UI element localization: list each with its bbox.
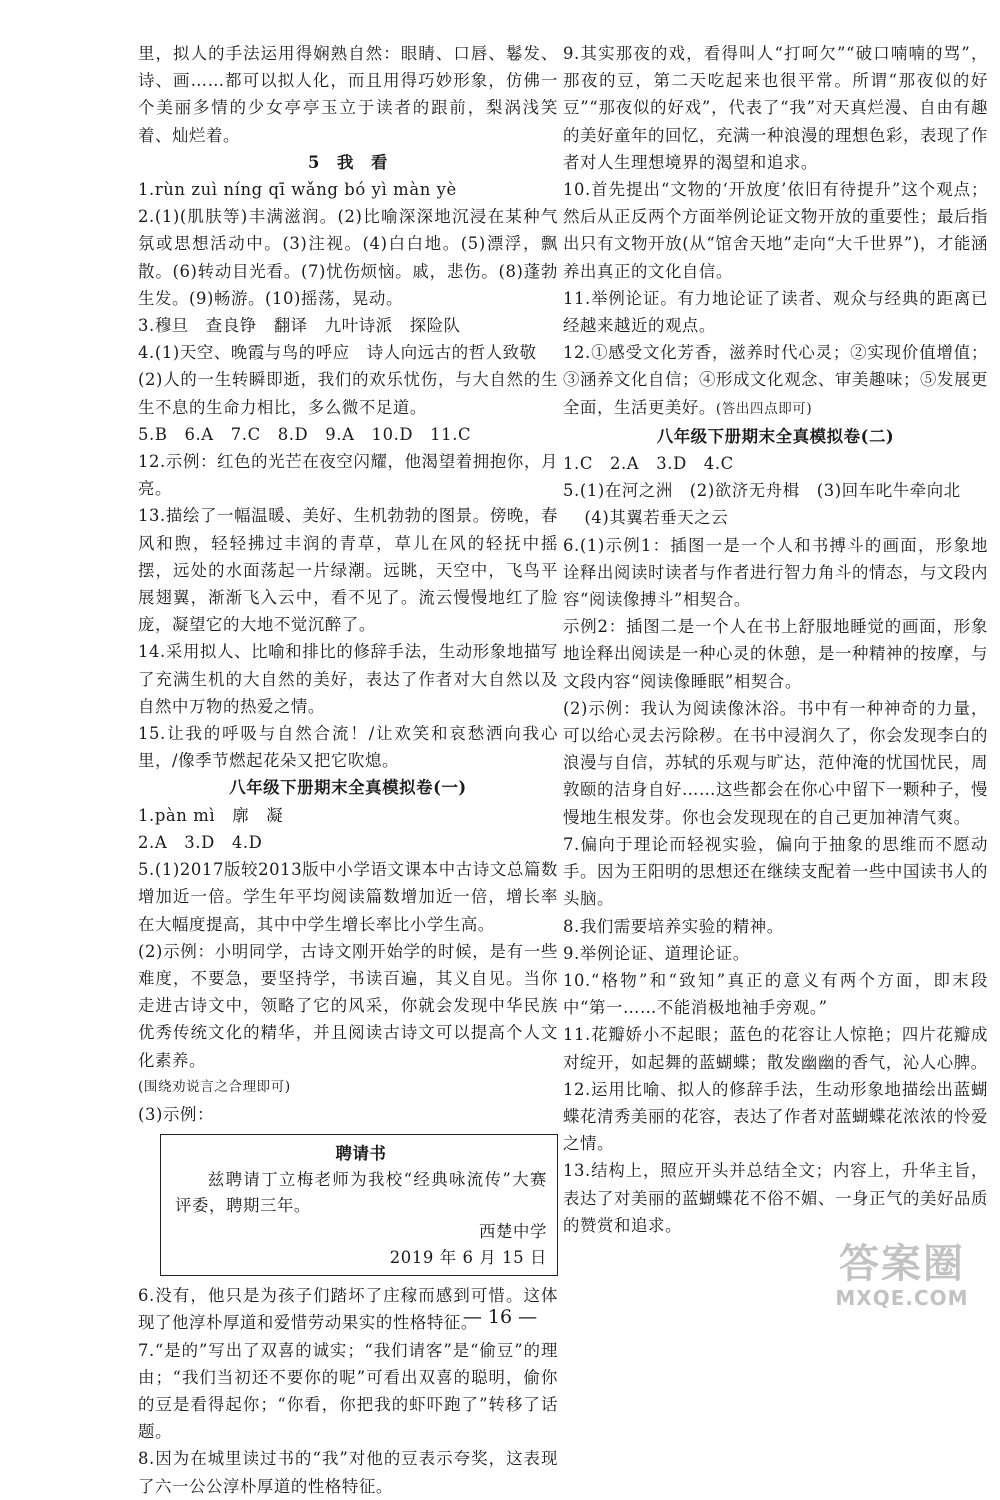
exam2-answer-6c: (2)示例：我认为阅读像沐浴。书中有一种神奇的力量，可以给心灵去污除秽。在书中浸润久了，你会发现李白的浪漫与自信，苏轼的乐观与旷达，范仲淹的忧国忧民，周敦颐的洁身自好……这些都会在你心中留下一颗种子，慢慢地生根发芽。你也会发现现在的自己更加神清气爽。	[563, 698, 988, 827]
watermark-logo-text: 答案圈	[839, 1241, 965, 1287]
exam1-answer-5c: (3)示例：	[138, 1104, 214, 1124]
exam1-answer-12-text: 12.①感受文化芳香，滋养时代心灵；②实现价值增值；③涵养文化自信；④形成文化观念、审美趣味；⑤发展更全面，生活更美好。	[563, 343, 988, 417]
left-column	[138, 40, 558, 1500]
exam2-answer-5b: (4)其翼若垂天之云	[584, 508, 729, 528]
page-number: — 16 —	[462, 1306, 538, 1328]
exam2-answer-5a: 5.(1)在河之洲 (2)欲济无舟楫 (3)回车叱牛牵向北	[563, 481, 961, 501]
exam2-answer-10: 10.“格物”和“致知”真正的意义有两个方面，即末段中“第一……不能消极地袖手旁观。”	[563, 970, 988, 1018]
exam1-answer-12	[563, 339, 988, 423]
exam2-answer-12: 12.运用比喻、拟人的修辞手法，生动形象地描绘出蓝蝴蝶花清秀美丽的花容，表达了作者对蓝蝴蝶花浓浓的怜爱之情。	[563, 1079, 988, 1154]
exam2-answer-13: 13.结构上，照应开头并总结全文；内容上，升华主旨，表达了对美丽的蓝蝴蝶花不俗不媚、一身正气的美好品质的赞赏和追求。	[563, 1161, 988, 1235]
exam1-answer-7: 7.“是的”写出了双喜的诚实；“我们请客”是“偷豆”的理由；“我们当初还不要你的呢”可看出双喜的聪明，偷你的豆是看得起你；“你看，你把我的虾吓跑了”转移了话题。	[138, 1340, 558, 1442]
paragraph-continuation: 里，拟人的手法运用得娴熟自然：眼睛、口唇、鬈发、诗、画……都可以拟人化，而且用得巧妙形象，仿佛一个美丽多情的少女亭亭玉立于读者的跟前，梨涡浅笑着、灿烂着。	[138, 44, 558, 145]
section-heading-exam-1: 八年级下册期末全真模拟卷(一)	[229, 778, 467, 798]
answer-13: 13.描绘了一幅温暖、美好、生机勃勃的图景。傍晚，春风和煦，轻轻拂过丰润的青草，草儿在风的轻抚中摇摆，远处的水面荡起一片绿潮。远眺，天空中，飞鸟平展翅翼，渐渐飞入云中，看不见了。流云慢慢地红了脸庞，凝望它的大地不觉沉醉了。	[138, 506, 558, 635]
answer-2: 2.(1)(肌肤等)丰满滋润。(2)比喻深深地沉浸在某种气氛或思想活动中。(3)注视。(4)白白地。(5)漂浮，飘散。(6)转动目光看。(7)忧伤烦恼。戚，悲伤。(8)蓬勃生发。(9)畅游。(10)摇荡，晃动。	[138, 207, 558, 308]
exam1-answer-5b-note: (围绕劝说言之合理即可)	[138, 1078, 291, 1095]
exam2-answer-8: 8.我们需要培养实验的精神。	[563, 916, 784, 936]
answer-1: 1.rùn zuì níng qī wǎng bó yì màn yè	[138, 180, 457, 200]
letter-school: 西楚中学	[479, 1222, 547, 1242]
answer-14: 14.采用拟人、比喻和排比的修辞手法，生动形象地描写了充满生机的大自然的美好，表达了作者对大自然以及自然中万物的热爱之情。	[138, 642, 558, 716]
section-heading-5: 5 我 看	[308, 152, 388, 172]
letter-body: 兹聘请丁立梅老师为我校“经典咏流传”大赛评委，聘期三年。	[175, 1170, 547, 1216]
exam2-answer-6a: 6.(1)示例1：插图一是一个人和书搏斗的画面，形象地诠释出阅读时读者与作者进行智力角斗的情态，与文段内容“阅读像搏斗”相契合。	[563, 535, 988, 610]
exam2-answer-9: 9.举例论证、道理论证。	[563, 943, 750, 963]
exam1-answer-10: 10.首先提出“文物的‘开放度’依旧有待提升”这个观点；然后从正反两个方面举例论证文物开放的重要性；最后指出只有文物开放(从“馆舍天地”走向“大千世界”)，才能涵养出真正的文化自信。	[563, 180, 988, 281]
answer-4b: (2)人的一生转瞬即逝，我们的欢乐忧伤，与大自然的生生不息的生命力相比，多么微不足道。	[138, 370, 558, 417]
invitation-letter-box	[160, 1134, 558, 1276]
exam1-answer-12-note: (答出四点即可)	[715, 400, 813, 417]
exam1-answer-11: 11.举例论证。有力地论证了读者、观众与经典的距离已经越来越近的观点。	[563, 288, 988, 336]
answer-4a: 4.(1)天空、晚霞与鸟的呼应 诗人向远古的哲人致敬	[138, 343, 537, 363]
exam1-answer-9: 9.其实那夜的戏，看得叫人“打呵欠”“破口喃喃的骂”，那夜的豆，第二天吃起来也很平常。所谓“那夜似的好豆”“那夜似的好戏”，代表了“我”对天真烂漫、自由有趣的美好童年的回忆，充满一种浪漫的理想色彩，表现了作者对人生理想境界的渴望和追求。	[563, 44, 988, 172]
exam1-answer-1: 1.pàn mì 廓 凝	[138, 805, 284, 825]
answer-15: 15.让我的呼吸与自然合流！/让欢笑和哀愁洒向我心里，/像季节燃起花朵又把它吹熄。	[138, 724, 558, 771]
letter-date: 2019 年 6 月 15 日	[389, 1248, 547, 1268]
exam1-answer-6: 6.没有，他只是为孩子们踏坏了庄稼而感到可惜。这体现了他淳朴厚道和爱惜劳动果实的性格特征。	[138, 1286, 558, 1333]
watermark-url: MXQE.COM	[835, 1286, 969, 1310]
section-heading-exam-2: 八年级下册期末全真模拟卷(二)	[656, 426, 895, 446]
exam1-answer-2-4: 2.A 3.D 4.D	[138, 832, 263, 852]
letter-title: 聘请书	[335, 1144, 387, 1164]
answer-3: 3.穆旦 查良铮 翻译 九叶诗派 探险队	[138, 316, 461, 336]
answer-5-11: 5.B 6.A 7.C 8.D 9.A 10.D 11.C	[138, 424, 472, 444]
exam2-answer-7: 7.偏向于理论而轻视实验，偏向于抽象的思维而不愿动手。因为王阳明的思想还在继续支配着一些中国读书人的头脑。	[563, 834, 988, 909]
watermark-logo	[812, 1242, 992, 1320]
exam2-answer-6b: 示例2：插图二是一个人在书上舒服地睡觉的画面，形象地诠释出阅读是一种心灵的休憩，是一种精神的按摩，与文段内容“阅读像睡眠”相契合。	[563, 617, 988, 691]
exam2-answer-1-4: 1.C 2.A 3.D 4.C	[563, 454, 734, 474]
answer-12: 12.示例：红色的光芒在夜空闪耀，他渴望着拥抱你，月亮。	[138, 452, 558, 499]
right-column	[563, 40, 988, 1239]
exam1-answer-5a: 5.(1)2017版较2013版中小学语文课本中古诗文总篇数增加近一倍。学生年平均阅读篇数增加近一倍，增长率在大幅度提高，其中中学生增长率比小学生高。	[138, 860, 558, 934]
exam1-answer-8: 8.因为在城里读过书的“我”对他的豆表示夸奖，这表现了六一公公淳朴厚道的性格特征。	[138, 1449, 558, 1496]
exam2-answer-11: 11.花瓣娇小不起眼；蓝色的花容让人惊艳；四片花瓣成对绽开，如起舞的蓝蝴蝶；散发幽幽的香气，沁人心脾。	[563, 1025, 988, 1072]
exam1-answer-5b: (2)示例：小明同学，古诗文刚开始学的时候，是有一些难度，不要急，要坚持学，书读百遍，其义自见。当你走进古诗文中，领略了它的风采，你就会发现中华民族优秀传统文化的精华，并且阅读古诗文可以提高个人文化素养。	[138, 941, 558, 1070]
